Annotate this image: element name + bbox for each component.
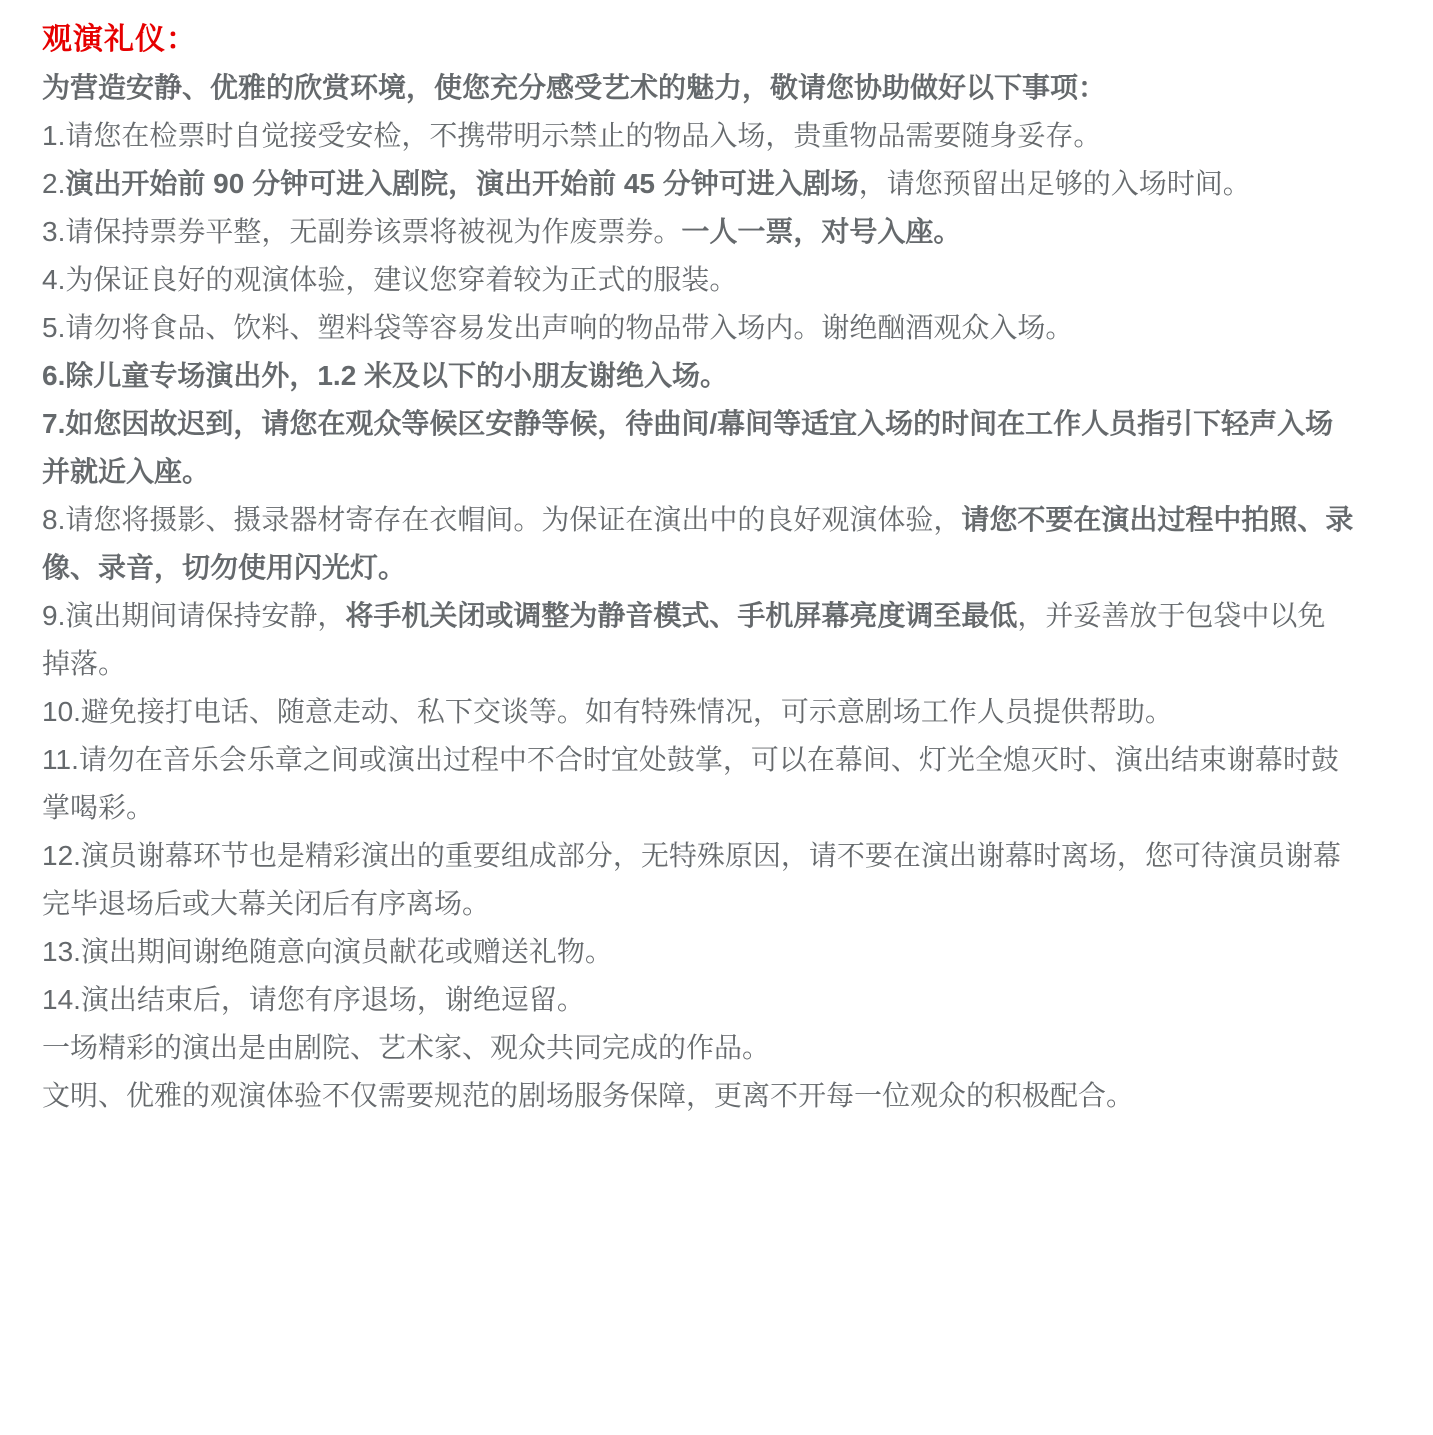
item-7-line-2: 并就近入座。 — [42, 456, 211, 487]
item-1: 1.请您在检票时自觉接受安检，不携带明示禁止的物品入场，贵重物品需要随身妥存。 — [42, 120, 1102, 151]
item-11-line-2: 掌喝彩。 — [42, 792, 155, 823]
item-8-normal: 8.请您将摄影、摄录器材寄存在衣帽间。为保证在演出中的良好观演体验， — [42, 504, 962, 535]
item-9-bold: 将手机关闭或调整为静音模式、手机屏幕亮度调至最低 — [345, 600, 1018, 631]
item-2-bold: 演出开始前 90 分钟可进入剧院，演出开始前 45 分钟可进入剧场 — [65, 168, 859, 199]
item-2-prefix: 2. — [42, 168, 66, 199]
item-14: 14.演出结束后，请您有序退场，谢绝逗留。 — [42, 984, 585, 1015]
item-7-line-1: 7.如您因故迟到，请您在观众等候区安静等候，待曲间/幕间等适宜入场的时间在工作人员指引下轻声入场 — [42, 408, 1334, 439]
item-3-bold: 一人一票，对号入座。 — [681, 216, 962, 247]
item-4: 4.为保证良好的观演体验，建议您穿着较为正式的服装。 — [42, 264, 738, 295]
item-3-normal: 3.请保持票券平整，无副券该票将被视为作废票券。 — [42, 216, 682, 247]
intro-paragraph: 为营造安静、优雅的欣赏环境，使您充分感受艺术的魅力，敬请您协助做好以下事项： — [42, 72, 1107, 103]
item-13: 13.演出期间谢绝随意向演员献花或赠送礼物。 — [42, 936, 613, 967]
closing-line-1: 一场精彩的演出是由剧院、艺术家、观众共同完成的作品。 — [42, 1032, 771, 1063]
item-6: 6.除儿童专场演出外，1.2 米及以下的小朋友谢绝入场。 — [42, 360, 729, 391]
item-8-bold-start: 请您不要在演出过程中拍照、录 — [961, 504, 1354, 535]
item-3 — [42, 208, 1393, 256]
item-11-line-1: 11.请勿在音乐会乐章之间或演出过程中不合时宜处鼓掌，可以在幕间、灯光全熄灭时、演出结束谢幕时鼓 — [42, 744, 1339, 775]
item-8-line-1 — [42, 496, 1393, 544]
page-title: 观演礼仪： — [42, 23, 197, 56]
item-8-line-2: 像、录音，切勿使用闪光灯。 — [42, 552, 407, 583]
item-9-line-2: 掉落。 — [42, 648, 127, 679]
item-9-rest: ，并妥善放于包袋中以免 — [1017, 600, 1326, 631]
item-9-line-1 — [42, 592, 1393, 640]
item-10: 10.避免接打电话、随意走动、私下交谈等。如有特殊情况，可示意剧场工作人员提供帮助。 — [42, 696, 1173, 727]
item-12-line-2: 完毕退场后或大幕关闭后有序离场。 — [42, 888, 491, 919]
item-12-line-1: 12.演员谢幕环节也是精彩演出的重要组成部分，无特殊原因，请不要在演出谢幕时离场，您可待演员谢幕 — [42, 840, 1341, 871]
item-2 — [42, 160, 1393, 208]
item-9-normal: 9.演出期间请保持安静， — [42, 600, 346, 631]
closing-line-2: 文明、优雅的观演体验不仅需要规范的剧场服务保障，更离不开每一位观众的积极配合。 — [42, 1080, 1135, 1111]
item-2-rest: ，请您预留出足够的入场时间。 — [858, 168, 1251, 199]
item-5: 5.请勿将食品、饮料、塑料袋等容易发出声响的物品带入场内。谢绝酗酒观众入场。 — [42, 312, 1074, 343]
